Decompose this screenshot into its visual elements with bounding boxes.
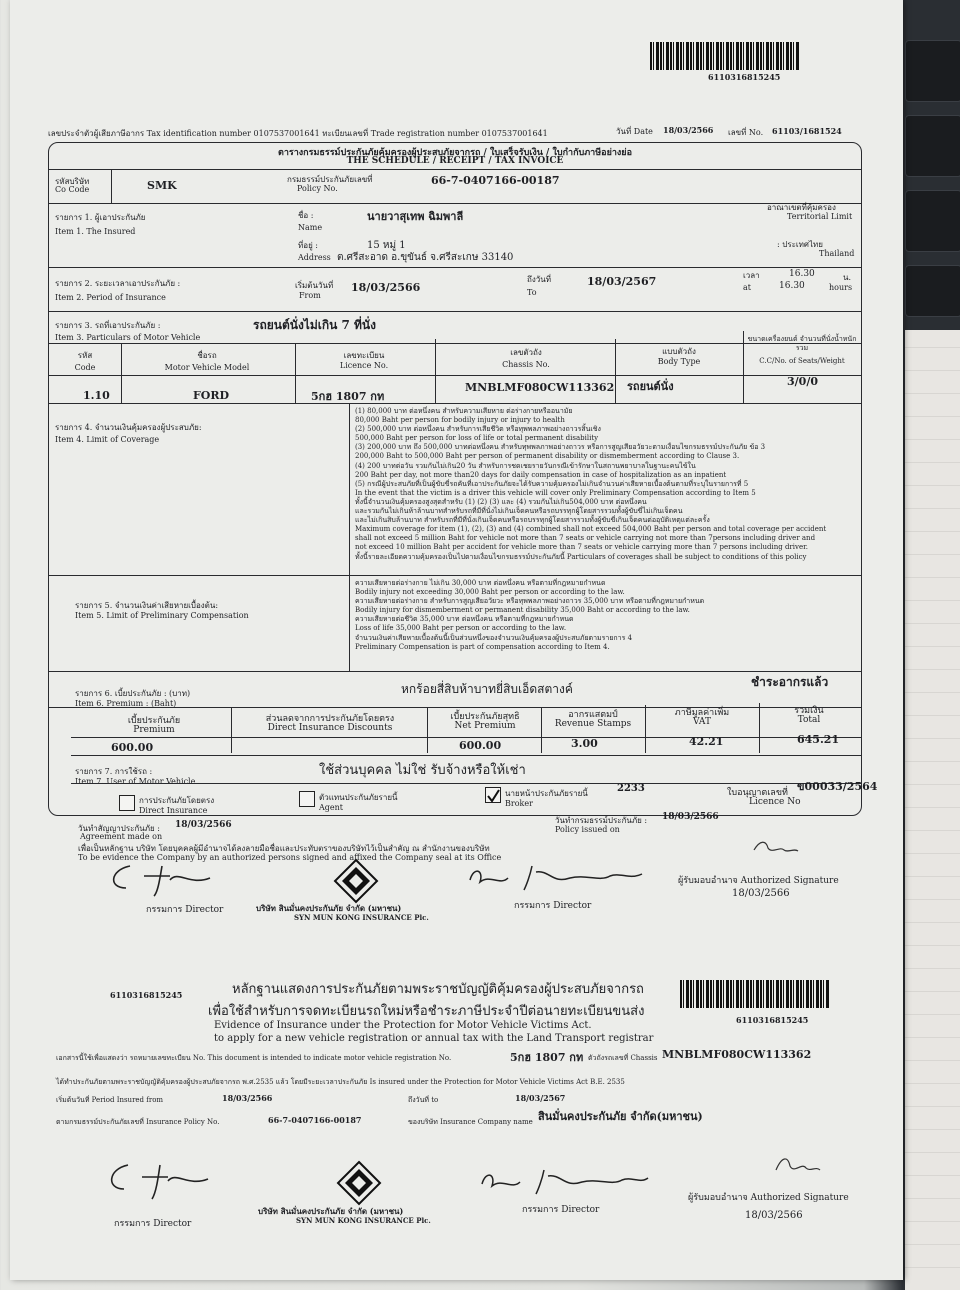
co-code-label: รหัสบริษัท: [55, 177, 90, 186]
evidence-text-en: To be evidence the Company by an authorized persons signed and affixed the Company seal at its Office: [78, 853, 502, 862]
form-title-thai: ตารางกรมธรรม์ประกันภัยคุ้มครองผู้ประสบภัยจากรถ / ใบเสร็จรับเงิน / ใบกำกับภาษีอย่างย่อ: [278, 148, 632, 158]
agreement-date: 18/03/2566: [175, 820, 232, 830]
evidence-company-name-en: SYN MUN KONG INSURANCE Plc.: [296, 1216, 431, 1225]
to-label: ถึงวันที่: [527, 275, 551, 284]
licence-value: ข00033/2564: [797, 780, 878, 793]
evidence-title-en-1: Evidence of Insurance under the Protection for Motor Vehicle Victims Act.: [214, 1020, 592, 1031]
keyboard-key: [905, 265, 960, 317]
ph-total-en: Total: [797, 715, 821, 725]
agreement-label-en: Agreement made on: [80, 832, 163, 841]
tax-id-line: เลขประจำตัวผู้เสียภาษีอากร Tax identification number 0107537001641 ทะเบียนเลขที่ Trade registration number 0107537001641: [48, 129, 548, 138]
ph-vat: ภาษีมูลค่าเพิ่ม: [674, 708, 730, 718]
user-value: ใช้ส่วนบุคคล ไม่ใช่ รับจ้างหรือให้เช่า: [319, 763, 526, 778]
director-signature: [100, 858, 230, 898]
hours-label: น.: [843, 273, 852, 282]
vh-licence-en: Licence No.: [339, 361, 389, 370]
evidence-authorized-date: 18/03/2566: [745, 1210, 803, 1221]
second-director-label: กรรมการ Director: [514, 901, 592, 911]
date-value: 18/03/2566: [663, 125, 714, 135]
vehicle-label: รายการ 3. รถที่เอาประกันภัย :: [55, 321, 161, 330]
vh-model-en: Motor Vehicle Model: [164, 363, 250, 372]
evidence-title-en-2: to apply for a new vehicle registration or annual tax with the Land Transport registrar: [214, 1033, 654, 1044]
address-label: ที่อยู่ :: [298, 241, 319, 250]
premium-value: 600.00: [111, 741, 154, 754]
user-label-en: Item 7. User of Motor Vehicle: [75, 777, 196, 786]
period-label-en: Item 2. Period of Insurance: [55, 293, 166, 302]
evidence-company-label: ของบริษัท Insurance Company name: [408, 1118, 533, 1126]
authorized-label: ผู้รับมอบอำนาจ Authorized Signature: [678, 876, 839, 886]
premium-label-en: Item 6. Premium : (Baht): [75, 699, 177, 708]
territory-label-en: Territorial Limit: [787, 212, 853, 221]
authorized-date: 18/03/2566: [732, 888, 790, 899]
evidence-second-director-label: กรรมการ Director: [522, 1205, 600, 1215]
to-label-en: To: [527, 288, 537, 297]
agreement-label: วันทำสัญญาประกันภัย :: [78, 824, 160, 833]
document-page: [10, 0, 903, 1280]
policy-value: 66-7-0407166-00187: [431, 174, 560, 187]
ph-premium-en: Premium: [133, 725, 175, 735]
vh-chassis: เลขตัวถัง: [510, 348, 542, 357]
policy-label: กรมธรรม์ประกันภัยเลขที่: [287, 175, 373, 184]
broker-number: 2233: [617, 783, 645, 794]
barcode-top: [650, 42, 800, 70]
evidence-chassis-label: ตัวถังรถเลขที่ Chassis: [588, 1054, 658, 1062]
number-value: 61103/1681524: [772, 126, 842, 136]
ph-net: เบี้ยประกันภัยสุทธิ: [450, 712, 520, 722]
barcode-bottom: [680, 980, 830, 1008]
vehicle-model: FORD: [193, 389, 230, 402]
notebook-background: [905, 330, 960, 1290]
evidence-policy-label: ตามกรมธรรม์ประกันภัยเลขที่ Insurance Policy No.: [56, 1118, 220, 1126]
insured-name: นายวาสุเทพ ฉิมพาลี: [367, 210, 464, 223]
vh-body: แบบตัวถัง: [662, 347, 696, 356]
time-label: เวลา: [743, 271, 760, 280]
name-label: ชื่อ :: [298, 211, 314, 220]
company-name: บริษัท สินมั่นคงประกันภัย จำกัด (มหาชน): [256, 903, 402, 913]
prelim-label-en: Item 5. Limit of Preliminary Compensation: [75, 611, 249, 620]
ph-net-en: Net Premium: [454, 721, 516, 731]
vh-cc-en: C.C/No. of Seats/Weight: [759, 357, 845, 365]
keyboard-key: [905, 115, 960, 177]
prelim-terms: ความเสียหายต่อร่างกาย ไม่เกิน 30,000 บาท ต่อหนึ่งคน หรือตามที่กฎหมายกำหนด Bodily injury not exceeding 30,000 Baht per person or according to the law. ความเสียหายต่อร่างกาย สำหรับการสูญเสียอวัยวะ หรือทุพพลภาพอย่างถาวร 35,000 บาท หรือตามที่กฎหมายกำหนด Bodily injury for dismemberment or permanent disability 35,000 Baht or according to the law. ความเสียหายต่อชีวิต 35,000 บาท ต่อหนึ่งคน หรือตามที่กฎหมายกำหนด Loss of life 35,000 Baht per person or according to the law. จำนวนเงินค่าเสียหายเบื้องต้นนี้เป็นส่วนหนึ่งของจำนวนเงินคุ้มครองผู้ประสบภัยตามรายการ 4 Preliminary Compensation is part of compensation according to Item 4.: [355, 579, 705, 651]
from-label: เริ่มต้นวันที่: [295, 281, 334, 290]
vehicle-licence: 5กฮ 1807 กท: [311, 390, 385, 403]
agent-label-en: Agent: [319, 803, 343, 812]
country-label: : ประเทศไทย: [777, 240, 823, 249]
coverage-label-en: Item 4. Limit of Coverage: [55, 435, 160, 444]
evidence-director-label: กรรมการ Director: [114, 1219, 192, 1229]
evidence-text: เพื่อเป็นหลักฐาน บริษัท โดยบุคคลผู้มีอำนาจได้ลงลายมือชื่อและประทับตราของบริษัทไว้เป็นสำคัญ ณ สำนักงานของบริษัท: [78, 844, 490, 853]
ph-discount-en: Direct Insurance Discounts: [267, 723, 393, 733]
evidence-barcode-right: 6110316815245: [736, 1015, 809, 1025]
ph-total: รวมเงิน: [794, 706, 824, 716]
co-code-label-en: Co Code: [55, 185, 90, 194]
evidence-barcode-left: 6110316815245: [110, 990, 183, 1000]
second-director-signature: [460, 856, 650, 896]
user-label: รายการ 7. การใช้รถ :: [75, 767, 153, 776]
insured-label: รายการ 1. ผู้เอาประกันภัย: [55, 213, 146, 222]
vh-model: ชื่อรถ: [197, 351, 217, 360]
evidence-director-signature: [98, 1155, 228, 1205]
vehicle-chassis: MNBLMF080CW113362: [465, 381, 615, 394]
evidence-from-date: 18/03/2566: [222, 1093, 273, 1103]
form-title-en: THE SCHEDULE / RECEIPT / TAX INVOICE: [346, 156, 564, 166]
evidence-from-label: เริ่มต้นวันที่ Period Insured from: [56, 1096, 164, 1104]
licence-label: ใบอนุญาตเลขที่: [727, 788, 788, 798]
ph-vat-en: VAT: [693, 717, 711, 727]
broker-label-en: Broker: [505, 799, 533, 808]
licence-label-en: Licence No: [749, 797, 801, 807]
evidence-policy-number: 66-7-0407166-00187: [268, 1115, 362, 1125]
premium-in-words: หกร้อยสี่สิบห้าบาทยี่สิบเอ็ดสตางค์: [401, 682, 573, 696]
evidence-chassis: MNBLMF080CW113362: [662, 1048, 812, 1061]
insured-label-en: Item 1. The Insured: [55, 227, 136, 236]
total-value: 645.21: [797, 733, 840, 746]
evidence-authorized-label: ผู้รับมอบอำนาจ Authorized Signature: [688, 1193, 849, 1203]
vehicle-label-en: Item 3. Particulars of Motor Vehicle: [55, 333, 201, 342]
country-label-en: Thailand: [819, 249, 855, 258]
evidence-to-date: 18/03/2567: [515, 1093, 566, 1103]
signature-mark: [750, 836, 800, 858]
name-label-en: Name: [298, 223, 323, 232]
issued-date: 18/03/2566: [662, 812, 719, 822]
evidence-title-th-1: หลักฐานแสดงการประกันภัยตามพระราชบัญญัติคุ้มครองผู้ประสบภัยจากรถ: [232, 982, 644, 997]
ph-stamps-en: Revenue Stamps: [554, 719, 632, 729]
number-label: เลขที่ No.: [728, 128, 764, 137]
ph-discount: ส่วนลดจากการประกันภัยโดยตรง: [265, 714, 395, 724]
vh-cc: ขนาดเครื่องยนต์ จำนวนที่นั่งน้ำหนักรวม: [747, 335, 857, 352]
evidence-line-1: เอกสารนี้ใช้เพื่อแสดงว่า รถหมายเลขทะเบียน No. This document is intended to indicate motor vehicle registration No.: [56, 1054, 452, 1062]
direct-insurance-checkbox[interactable]: [119, 795, 135, 811]
coverage-terms: (1) 80,000 บาท ต่อหนึ่งคน สำหรับความเสียหาย ต่อร่างกายหรืออนามัย 80,000 Baht per person for bodily injury or injury to health (2) 500,000 บาท ต่อหนึ่งคน สำหรับการเสียชีวิต หรือทุพพลภาพอย่างถาวรสิ้นเชิง 500,000 Baht per person for loss of life or total permanent disability (3) 200,000 บาท ถึง 500,000 บาทต่อหนึ่งคน สำหรับทุพพลภาพอย่างถาวร หรือการสูญเสียอวัยวะตามเงื่อนไขกรมธรรม์ประกันภัย ข้อ 3 200,000 Baht to 500,000 Baht per person of permanent disability or dismemberment according to Clause 3. (4) 200 บาทต่อวัน รวมกันไม่เกิน20 วัน สำหรับการชดเชยรายวันกรณีเข้ารักษาในสถานพยาบาลในฐานะคนไข้ใน 200 Baht per day, not more than20 days for daily compensation in case of hospitalization as an inpatient (5) กรณีผู้ประสบภัยที่เป็นผู้ขับขี่รถคันที่เอาประกันภัยจะได้รับความคุ้มครองไม่เกินจำนวนค่าเสียหายเบื้องต้นตามที่ระบุในรายการที่ 5 In the event that the victim is a driver this vehicle will cover only Preliminary Compensation according to Item 5 ทั้งนี้จำนวนเงินคุ้มครองสูงสุดสำหรับ (1) (2) (3) และ (4) รวมกันไม่เกิน504,000 บาท ต่อหนึ่งคน และรวมกันไม่เกินห้าล้านบาทสำหรับรถที่มีที่นั่งไม่เกินเจ็ดคนหรือรถบรรทุกผู้โดยสารรวมทั้งผู้ขับขี่ไม่เกินเจ็ดคน และไม่เกินสิบล้านบาท สำหรับรถที่มีที่นั่งเกินเจ็ดคนหรือรถบรรทุกผู้โดยสารรวมทั้งผู้ขับขี่เกินเจ็ดคนต่ออุบัติเหตุแต่ละครั้ง Maximum coverage for item (1), (2), (3) and (4) combined shall not exceed 504,000 Baht per person and total coverage per accident shall not exceed 5 million Baht for vehicle not more than 7 seats or vehicle carrying not more than 7persons including driver and not exceed 10 million Baht per accident for vehicle more than 7 seats or vehicle carrying more than 7 persons including driver. ทั้งนี้รายละเอียดความคุ้มครองเป็นไปตามเงื่อนไขกรมธรรม์ประกันภัยนี้ Particulars of coverages shall be subject to conditions of this policy: [355, 407, 827, 561]
evidence-line-2: ได้ทำประกันภัยตามพระราชบัญญัติคุ้มครองผู้ประสบภัยจากรถ พ.ศ.2535 แล้ว โดยมีระยะเวลาประกันภัย Is insured under the Protection for Motor Vehicle Victims Act B.E. 2535: [56, 1078, 625, 1086]
evidence-plate: 5กฮ 1807 กท: [510, 1051, 584, 1064]
direct-insurance-label: การประกันภัยโดยตรง: [139, 796, 215, 805]
net-premium-value: 600.00: [459, 739, 502, 752]
company-logo: [333, 858, 379, 904]
agent-checkbox[interactable]: [299, 791, 315, 807]
from-label-en: From: [299, 291, 321, 300]
barcode-number: 6110316815245: [708, 72, 781, 82]
premium-label: รายการ 6. เบี้ยประกันภัย : (บาท): [75, 689, 191, 698]
time-label-en: at: [743, 283, 751, 292]
evidence-second-signature: [472, 1158, 652, 1200]
territory-label: อาณาเขตที่คุ้มครอง: [767, 203, 836, 212]
keyboard-key: [905, 190, 960, 252]
date-label: วันที่ Date: [616, 127, 653, 136]
company-name-en: SYN MUN KONG INSURANCE Plc.: [294, 913, 429, 922]
vh-code: รหัส: [77, 351, 93, 360]
to-date: 18/03/2567: [587, 275, 657, 288]
time-value-end: 16.30: [779, 281, 805, 291]
evidence-title-th-2: เพื่อใช้สำหรับการจดทะเบียนรถใหม่หรือชำระภาษีประจำปีต่อนายทะเบียนขนส่ง: [208, 1004, 645, 1019]
period-label: รายการ 2. ระยะเวลาเอาประกันภัย :: [55, 279, 181, 288]
address-line-1: 15 หมู่ 1: [367, 240, 406, 251]
director-label: กรรมการ Director: [146, 905, 224, 915]
direct-insurance-label-en: Direct Insurance: [139, 806, 208, 815]
broker-label: นายหน้าประกันภัยรายนี้: [505, 789, 588, 798]
prelim-label: รายการ 5. จำนวนเงินค่าเสียหายเบื้องต้น:: [75, 601, 219, 610]
ph-premium: เบี้ยประกันภัย: [127, 716, 181, 726]
agent-label: ตัวแทนประกันภัยรายนี้: [319, 793, 398, 802]
evidence-to-label: ถึงวันที่ to: [408, 1096, 439, 1104]
vat-value: 42.21: [689, 735, 724, 748]
vehicle-body: รถยนต์นั่ง: [627, 380, 674, 393]
co-code-value: SMK: [147, 179, 177, 192]
issued-label: วันทำกรมธรรม์ประกันภัย :: [555, 816, 648, 825]
coverage-label: รายการ 4. จำนวนเงินคุ้มครองผู้ประสบภัย:: [55, 423, 202, 432]
vh-body-en: Body Type: [657, 357, 701, 366]
time-value-start: 16.30: [789, 269, 815, 279]
vh-chassis-en: Chassis No.: [502, 360, 550, 369]
address-line-2: ต.ศรีสะอาด อ.ขุขันธ์ จ.ศรีสะเกษ 33140: [337, 252, 514, 263]
address-label-en: Address: [298, 253, 331, 262]
stamp-paid: ชำระอากรแล้ว: [751, 675, 829, 689]
evidence-company-logo: [336, 1160, 382, 1206]
issued-label-en: Policy issued on: [555, 825, 620, 834]
broker-checkbox[interactable]: [485, 787, 501, 803]
keyboard-key: [905, 40, 960, 102]
vh-code-en: Code: [74, 363, 96, 372]
vehicle-cc: 3/0/0: [787, 375, 818, 388]
hours-label-en: hours: [829, 283, 853, 292]
vehicle-type: รถยนต์นั่งไม่เกิน 7 ที่นั่ง: [253, 318, 376, 332]
policy-label-en: Policy No.: [297, 184, 338, 193]
evidence-company-name-th: บริษัท สินมั่นคงประกันภัย จำกัด (มหาชน): [258, 1206, 404, 1216]
vh-licence: เลขทะเบียน: [343, 351, 385, 360]
evidence-company-name: สินมั่นคงประกันภัย จำกัด(มหาชน): [538, 1110, 703, 1123]
vehicle-code: 1.10: [83, 389, 110, 402]
stamps-value: 3.00: [571, 737, 598, 750]
check-icon: [486, 789, 500, 803]
schedule-form: [48, 142, 878, 816]
evidence-signature-mark: [772, 1150, 822, 1180]
from-date: 18/03/2566: [351, 281, 421, 294]
ph-stamps: อากรแสตมป์: [568, 710, 618, 720]
